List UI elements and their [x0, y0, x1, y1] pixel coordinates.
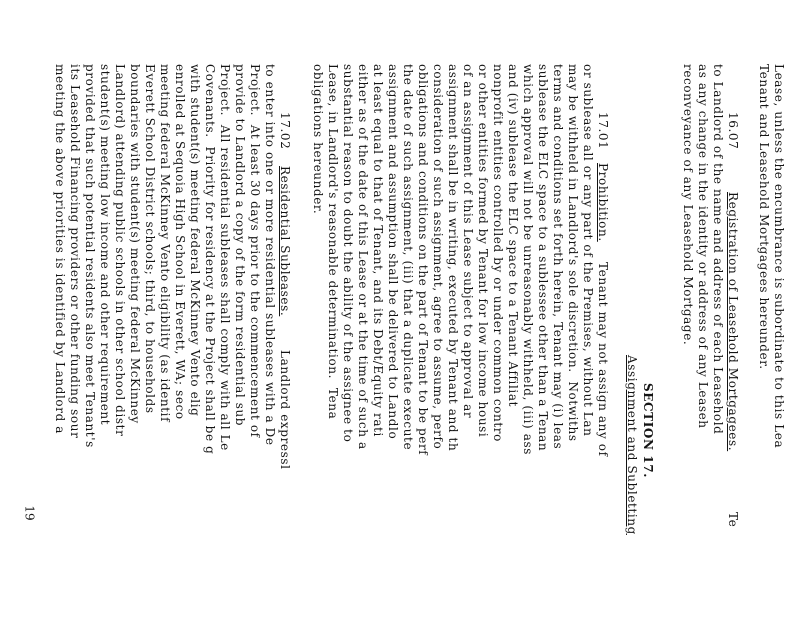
section-16-07-heading: Registration of Leasehold Mortgagees.: [726, 192, 740, 452]
section-17-01-line: assignment shall be in writing, executed by Tenant and th: [446, 64, 460, 452]
section-17-02-line: meeting the above priorities is identified by Landlord a: [53, 64, 67, 435]
section-17-02-first-line-rest: Landlord expressl: [278, 350, 292, 470]
section-17-01-line: nonprofit entities controlled by or under common contro: [491, 64, 505, 442]
section-17-02-line: student(s) meeting low income and other requirement: [98, 64, 112, 426]
section-17-02-line: enrolled at Sequoia High School in Everett, WA; seco: [173, 64, 187, 420]
section-17-01-line: the date of such assignment, (iii) that a duplicate execute: [401, 64, 415, 451]
section-17-01-line: which approval will not be unreasonably withheld, (iii) ass: [521, 64, 535, 455]
section-17-01-line: or other entities formed by Tenant for low income housi: [476, 64, 490, 438]
section-17-01-number: 17.01: [596, 112, 610, 150]
section-17-02-line: provide to Landlord a copy of the form residential sub: [233, 64, 247, 427]
section-17-01-line: and (iv) sublease the ELC space to a Tenant Affiliat: [506, 64, 520, 408]
section-17-02-line: its Leasehold Financing providers or other funding sour: [68, 64, 82, 439]
section-17-02-line: Project. All residential subleases shall comply with all Le: [218, 64, 232, 451]
section-17-01-line: obligations and conditions on the part of Tenant to be perf: [416, 64, 430, 456]
section-17-02-line: Project. At least 30 days prior to the commencement of: [248, 64, 262, 438]
section-17-01-line: either as of the date of this Lease or at the time of such a: [356, 64, 370, 450]
section-17-01-line: consideration of such assignment, agree to assume, perfo: [431, 64, 445, 450]
section-16-07-line: to Landlord of the name and address of each Leasehold: [711, 64, 725, 435]
page-number: 19: [22, 505, 37, 521]
section-17-01-line: or sublease all or any part of the Premises, without Lan: [581, 64, 595, 437]
section-17-02-line: Covenants. Priority for residency at the Project shall be g: [203, 64, 217, 455]
section-16-07-number: 16.07: [726, 112, 740, 150]
section-17-01-line: substantial reason to doubt the ability of the assignee to: [341, 64, 355, 443]
section-16-07-line: as any change in the identity or address of any Leaseh: [696, 64, 710, 429]
section-17-01-line: sublease the ELC space to a sublessee other than a Tenan: [536, 64, 550, 452]
section-17-02-line: Landlord) attending public schools in other school distr: [113, 64, 127, 437]
section-17-01-line: may be withheld in Landlord's sole discretion. Notwiths: [566, 64, 580, 442]
section-17-02-line: meeting federal McKinney Vento eligibility (as identif: [158, 64, 172, 423]
section-17-02-line: provided that such potential residents also meet Tenant's: [83, 64, 97, 448]
section-17-02-line: to enter into one or more residential subleases with a De: [263, 64, 277, 446]
top-paragraph-line-1: Lease, unless the encumbrance is subordinate to this Lea: [772, 64, 786, 449]
section-17-01-line: assignment and assumption shall be delivered to Landlo: [386, 64, 400, 440]
section-17-01-first-line-rest: Tenant may not assign any of: [596, 262, 610, 457]
section-16-07-first-line-rest: Te: [726, 512, 740, 528]
section-17-01-line: terms and conditions set forth herein, Tenant may (i) leas: [551, 64, 565, 450]
section-17-01-line: at least equal to that of Tenant, and its Debt/Equity rati: [371, 64, 385, 437]
section-17-02-number: 17.02: [278, 112, 292, 150]
section-17-02-line: Everett School District schools; third, to households: [143, 64, 157, 414]
section-17-02-heading: Residential Subleases.: [278, 166, 292, 317]
section-17-01-heading: Prohibition.: [596, 163, 610, 242]
section-17-subtitle: Assignment and Subletting: [625, 355, 639, 535]
section-17-01-line: Lease, in Landlord's reasonable determination. Tena: [326, 64, 340, 420]
section-17-02-line: with student(s) meeting federal McKinney Vento elig: [188, 64, 202, 417]
section-16-07-line: reconveyance of any Leasehold Mortgage.: [681, 64, 695, 346]
section-17-01-line: of an assignment of this Lease subject to approval ar: [461, 64, 475, 419]
section-17-02-line: boundaries with student(s) meeting federal McKinney: [128, 64, 142, 424]
section-17-title: SECTION 17.: [641, 383, 655, 478]
top-paragraph-line-2: Tenant and Leasehold Mortgagees hereunder.: [757, 64, 771, 370]
section-17-01-line: obligations hereunder.: [311, 64, 325, 215]
